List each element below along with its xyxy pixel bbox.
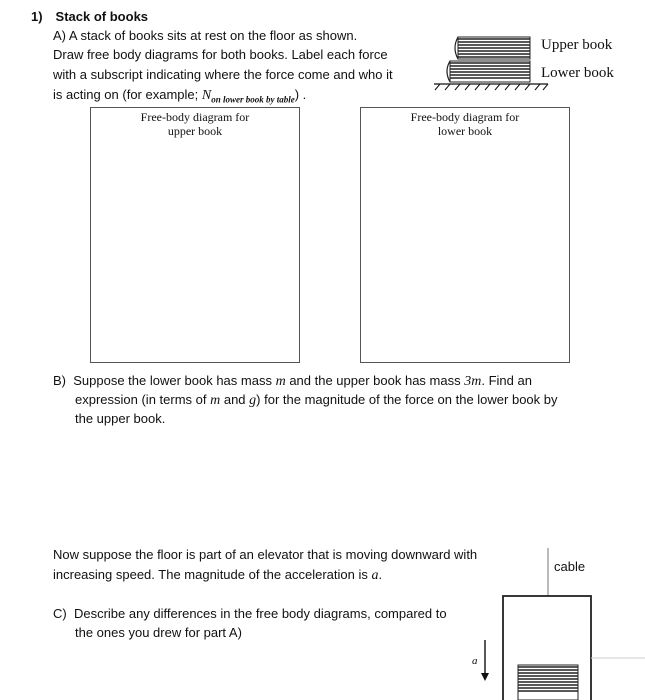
part-c-line2: the ones you drew for part A) (75, 625, 242, 640)
cable-label: cable (554, 559, 586, 574)
acceleration-arrow-icon (481, 640, 489, 681)
part-c-line1: C) Describe any differences in the free body diagrams, compared to (53, 606, 447, 621)
fbd-lower-caption-line2: lower book (437, 124, 493, 138)
elevator-line2: increasing speed. The magnitude of the acceleration is a. (53, 567, 383, 583)
floor-hatch-icon (434, 84, 548, 90)
part-a-line1: A) A stack of books sits at rest on the floor as shown. (53, 28, 358, 43)
problem-title: 1) Stack of books (31, 9, 149, 24)
part-a-line4: is acting on (for example; $N_{on lower book by table}$) . (53, 87, 307, 105)
part-a-line3: with a subscript indicating where the force come and who it (53, 67, 393, 82)
lower-book-icon (447, 61, 530, 82)
part-b-line2: expression (in terms of m and g) for the magnitude of the force on the lower book by (75, 392, 558, 408)
part-c-label: C) (53, 606, 67, 621)
upper-book-label: Upper book (541, 37, 613, 53)
fbd-lower-caption-line1: Free-body diagram for (410, 110, 520, 124)
example-force-symbol: N (201, 88, 212, 103)
part-b-line1: B) Suppose the lower book has mass m and the upper book has mass 3m. Find an (53, 373, 532, 389)
lower-book-label: Lower book (541, 65, 614, 81)
part-a-label: A) (53, 28, 66, 43)
example-force-subscript: on lower book by table (211, 94, 295, 105)
books-in-elevator-icon (518, 665, 578, 700)
fbd-lower-book-box[interactable] (360, 107, 570, 363)
part-b-label: B) (53, 373, 66, 388)
acceleration-label: a (472, 655, 478, 667)
upper-book-icon (455, 37, 530, 59)
elevator-line1: Now suppose the floor is part of an elevator that is moving downward with (53, 547, 478, 562)
part-b-line3: the upper book. (75, 411, 166, 426)
fbd-upper-caption-line1: Free-body diagram for (140, 110, 250, 124)
fbd-upper-caption-line2: upper book (167, 124, 223, 138)
fbd-upper-book-box[interactable] (90, 107, 300, 363)
part-a-line2: Draw free body diagrams for both books. Label each force (53, 47, 388, 62)
